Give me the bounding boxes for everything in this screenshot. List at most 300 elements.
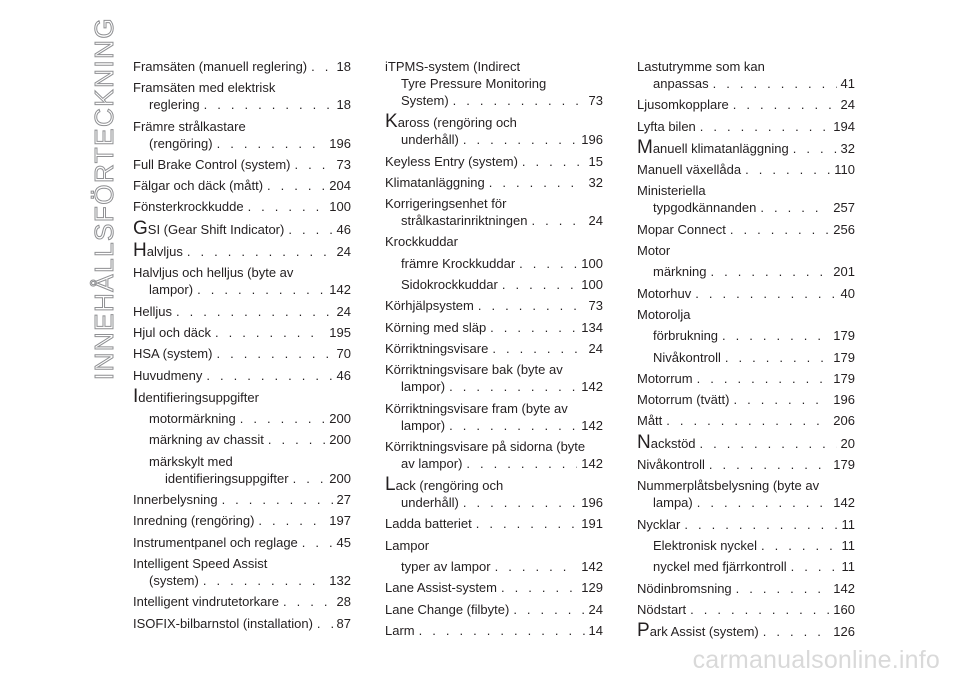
- page-number: 200: [329, 470, 351, 486]
- entry-text: Halvljus och helljus (byte av: [133, 265, 294, 281]
- index-entry: [133, 177, 351, 194]
- page-number: 142: [833, 580, 855, 596]
- entry-text: anpassas: [653, 76, 709, 91]
- index-entry: [133, 303, 351, 320]
- entry-text: anuell klimatanläggning: [652, 140, 789, 156]
- dot-leader: [476, 515, 578, 532]
- dot-leader: [502, 276, 577, 293]
- dot-leader: [522, 153, 585, 170]
- index-entry: [133, 345, 351, 362]
- entry-text: Intelligent Speed Assist: [133, 555, 268, 571]
- section-initial: I: [133, 385, 139, 407]
- entry-text: Lyfta bilen: [637, 118, 696, 134]
- index-subentry: [385, 255, 603, 272]
- index-subentry: [385, 558, 603, 575]
- entry-text: Elektronisk nyckel: [653, 537, 758, 553]
- index-entry: [385, 537, 603, 554]
- page-number: 196: [329, 135, 351, 151]
- dot-leader: [463, 131, 577, 148]
- entry-text: ackstöd: [650, 435, 696, 451]
- dot-leader: [495, 558, 578, 575]
- dot-leader: [197, 281, 325, 298]
- index-entry: [133, 491, 351, 508]
- dot-leader: [217, 135, 326, 152]
- index-column-1: [133, 58, 351, 636]
- index-entry: [133, 367, 351, 384]
- page-number: 14: [588, 622, 603, 638]
- page-number: 45: [336, 534, 351, 550]
- index-entry: [637, 96, 855, 113]
- dot-leader: [700, 435, 837, 452]
- dot-leader: [710, 263, 829, 280]
- page-number: 24: [840, 97, 855, 113]
- page-number: 200: [329, 411, 351, 427]
- page-number: 196: [581, 132, 603, 148]
- page-number: 73: [588, 93, 603, 108]
- dot-leader: [695, 285, 836, 302]
- dot-leader: [709, 456, 829, 473]
- page-number: 32: [588, 174, 603, 190]
- page-number: 24: [588, 601, 603, 617]
- page-number: 28: [336, 594, 351, 610]
- index-entry: [637, 431, 855, 453]
- section-initial: N: [637, 431, 651, 453]
- entry-text: Nödinbromsning: [637, 580, 732, 596]
- section-initial: G: [133, 217, 148, 239]
- page-number: 73: [336, 156, 351, 172]
- dot-leader: [267, 177, 325, 194]
- entry-text: Körning med släp: [385, 319, 487, 335]
- entry-text: Full Brake Control (system): [133, 156, 291, 172]
- dot-leader: [733, 391, 829, 408]
- index-entry: [637, 242, 855, 259]
- index-entry: [637, 412, 855, 429]
- page-number: 142: [581, 455, 603, 471]
- index-entry: [637, 477, 855, 511]
- entry-text: Motorrum: [637, 370, 693, 386]
- entry-text: Ljusomkopplare: [637, 97, 729, 113]
- index-entry: [637, 221, 855, 238]
- entry-text: alvljus: [146, 244, 183, 260]
- page-number: 24: [336, 303, 351, 319]
- entry-text: identifieringsuppgifter: [165, 470, 289, 486]
- dot-leader: [763, 623, 830, 640]
- page-number: 32: [840, 140, 855, 156]
- dot-leader: [206, 367, 332, 384]
- index-entry: [133, 324, 351, 341]
- page-number: 179: [833, 457, 855, 473]
- dot-leader: [453, 92, 585, 109]
- page-number: 24: [336, 244, 351, 260]
- page-number: 195: [329, 324, 351, 340]
- page-number: 256: [833, 221, 855, 237]
- entry-text: lampor): [401, 379, 446, 395]
- entry-text: dentifieringsuppgifter: [138, 389, 259, 405]
- index-entry: [133, 615, 351, 632]
- index-entry: [385, 58, 603, 109]
- side-title: [86, 16, 124, 381]
- entry-text: Nivåkontroll: [653, 349, 721, 365]
- page-number: 142: [581, 559, 603, 575]
- entry-text: Fönsterkrockkudde: [133, 199, 244, 215]
- index-entry: [385, 400, 603, 434]
- index-entry: [637, 182, 855, 216]
- index-entry: [637, 601, 855, 618]
- page-number: 18: [336, 59, 351, 74]
- dot-leader: [288, 221, 332, 238]
- index-entry: [637, 118, 855, 135]
- page-number: 142: [581, 379, 603, 395]
- index-entry: [385, 515, 603, 532]
- page-number: 196: [833, 392, 855, 408]
- page-number: 100: [581, 277, 603, 293]
- index-entry: [385, 233, 603, 250]
- page-number: 18: [336, 97, 351, 113]
- dot-leader: [294, 156, 332, 173]
- index-entry: [133, 264, 351, 298]
- page-number: 70: [336, 346, 351, 362]
- dot-leader: [501, 579, 577, 596]
- entry-text: Helljus: [133, 303, 173, 319]
- index-subentry: [637, 558, 855, 575]
- page-number: 46: [336, 221, 351, 237]
- entry-text: lampor): [401, 417, 446, 433]
- index-entry: [133, 512, 351, 529]
- entry-text: Larm: [385, 622, 415, 638]
- dot-leader: [293, 470, 326, 487]
- entry-text: lampor): [149, 282, 194, 298]
- dot-leader: [697, 494, 830, 511]
- dot-leader: [478, 297, 585, 314]
- dot-leader: [268, 431, 325, 448]
- entry-text: Krockkuddar: [385, 234, 458, 250]
- dot-leader: [730, 221, 829, 238]
- dot-leader: [240, 410, 326, 427]
- entry-text: Nycklar: [637, 516, 681, 532]
- entry-text: Körriktningsvisare på sidorna (byte: [385, 438, 586, 454]
- dot-leader: [216, 345, 332, 362]
- index-entry: [637, 516, 855, 533]
- dot-leader: [745, 161, 830, 178]
- entry-text: Intelligent vindrutetorkare: [133, 594, 279, 610]
- entry-text: (rengöring): [149, 135, 213, 151]
- dot-leader: [733, 96, 837, 113]
- entry-text: (system): [149, 572, 199, 588]
- index-subentry: [133, 431, 351, 448]
- page-number: 15: [588, 153, 603, 169]
- entry-text: underhåll): [401, 132, 459, 148]
- entry-text: Främre strålkastare: [133, 118, 246, 134]
- dot-leader: [761, 537, 837, 554]
- dot-leader: [449, 378, 577, 395]
- index-entry: [133, 58, 351, 75]
- page-number: 110: [834, 162, 855, 178]
- page-number: 179: [833, 370, 855, 386]
- entry-text: Mått: [637, 413, 663, 429]
- entry-heading: [637, 622, 759, 640]
- dot-leader: [449, 417, 577, 434]
- index-subentry: [637, 537, 855, 554]
- entry-text: Motorrum (tvätt): [637, 392, 730, 408]
- index-entry: [133, 385, 351, 407]
- index-subentry: [637, 263, 855, 280]
- entry-text: Körriktningsvisare fram (byte av: [385, 400, 568, 416]
- index-entry: [385, 476, 603, 511]
- index-entry: [133, 217, 351, 239]
- index-entry: [637, 391, 855, 408]
- entry-text: aross (rengöring och: [397, 115, 517, 131]
- page-number: 27: [336, 492, 351, 508]
- index-entry: [385, 361, 603, 395]
- dot-leader: [531, 212, 584, 229]
- dot-leader: [490, 319, 577, 336]
- entry-text: ack (rengöring och: [395, 478, 504, 494]
- index-entry: [133, 156, 351, 173]
- index-entry: [385, 174, 603, 191]
- entry-text: Korrigeringsenhet för: [385, 196, 507, 212]
- index-subentry: [133, 453, 351, 487]
- page-number: 41: [840, 76, 855, 91]
- entry-text: typer av lampor: [401, 559, 491, 575]
- dot-leader: [203, 572, 325, 589]
- index-column-3: [637, 58, 855, 644]
- index-entry: [637, 285, 855, 302]
- index-entry: [385, 622, 603, 639]
- dot-leader: [489, 174, 585, 191]
- entry-text: HSA (system): [133, 346, 213, 362]
- entry-text: Körriktningsvisare bak (byte av: [385, 362, 563, 378]
- entry-text: Fälgar och däck (mått): [133, 178, 264, 194]
- section-initial: P: [637, 620, 650, 642]
- section-initial: H: [133, 240, 147, 262]
- index-entry: [133, 534, 351, 551]
- page-number: 87: [336, 615, 351, 631]
- page-number: 160: [833, 601, 855, 617]
- entry-heading: [385, 113, 603, 131]
- dot-leader: [700, 118, 830, 135]
- page-number: 179: [833, 328, 855, 344]
- entry-text: motormärkning: [149, 411, 236, 427]
- dot-leader: [466, 455, 577, 472]
- page-number: 11: [841, 559, 855, 575]
- side-title-text: INNEHÅLLSFÖRTECKNING: [89, 16, 120, 381]
- entry-text: Körriktningsvisare: [385, 340, 489, 356]
- entry-text: Ladda batteriet: [385, 516, 472, 532]
- entry-text: ark Assist (system): [649, 624, 759, 640]
- index-entry: [133, 79, 351, 113]
- dot-leader: [713, 75, 837, 92]
- entry-text: Lane Assist-system: [385, 580, 497, 596]
- index-entry: [385, 195, 603, 229]
- page-number: 194: [833, 118, 855, 134]
- page-number: 134: [581, 319, 603, 335]
- dot-leader: [684, 516, 837, 533]
- entry-heading: [133, 385, 351, 407]
- entry-text: System): [401, 93, 449, 108]
- entry-text: lampa): [653, 495, 693, 511]
- entry-text: SI (Gear Shift Indicator): [147, 221, 285, 237]
- dot-leader: [204, 96, 333, 113]
- index-entry: [385, 297, 603, 314]
- entry-heading: [133, 242, 183, 260]
- entry-text: märkning: [653, 264, 707, 280]
- entry-heading: [637, 431, 696, 453]
- entry-text: Hjul och däck: [133, 324, 212, 340]
- index-entry: [637, 580, 855, 597]
- section-initial: K: [385, 111, 398, 133]
- page-number: 191: [581, 516, 603, 532]
- index-entry: [133, 242, 351, 260]
- dot-leader: [419, 622, 585, 639]
- dot-leader: [215, 324, 325, 341]
- entry-text: främre Krockkuddar: [401, 255, 516, 271]
- index-subentry: [637, 327, 855, 344]
- index-entry: [385, 438, 603, 472]
- index-subentry: [637, 349, 855, 366]
- dot-leader: [760, 199, 829, 216]
- entry-text: märkskylt med: [149, 453, 233, 469]
- entry-text: förbrukning: [653, 328, 719, 344]
- page-number: 24: [588, 340, 603, 356]
- page-number: 73: [588, 298, 603, 314]
- entry-text: Motorhuv: [637, 285, 692, 301]
- dot-leader: [793, 140, 837, 157]
- entry-text: Framsäten med elektrisk: [133, 80, 276, 96]
- entry-text: typgodkännanden: [653, 200, 757, 216]
- index-entry: [385, 319, 603, 336]
- index-subentry: [133, 410, 351, 427]
- page-number: 200: [329, 432, 351, 448]
- entry-text: nyckel med fjärrkontroll: [653, 559, 787, 575]
- dot-leader: [311, 58, 332, 75]
- dot-leader: [697, 370, 830, 387]
- index-entry: [637, 370, 855, 387]
- entry-text: av lampor): [401, 455, 463, 471]
- entry-text: reglering: [149, 97, 200, 113]
- index-entry: [133, 198, 351, 215]
- entry-text: Nummerplåtsbelysning (byte av: [637, 478, 820, 494]
- page-number: 40: [840, 285, 855, 301]
- dot-leader: [283, 593, 333, 610]
- page-number: 129: [581, 580, 603, 596]
- index-entry: [637, 136, 855, 158]
- index-entry: [637, 622, 855, 640]
- entry-heading: [637, 136, 789, 158]
- dot-leader: [222, 491, 333, 508]
- entry-text: Tyre Pressure Monitoring: [401, 76, 547, 91]
- entry-text: iTPMS-system (Indirect: [385, 59, 521, 74]
- dot-leader: [302, 534, 333, 551]
- index-entry: [385, 579, 603, 596]
- page-number: 257: [833, 200, 855, 216]
- entry-text: Klimatanläggning: [385, 174, 485, 190]
- page-number: 179: [833, 349, 855, 365]
- dot-leader: [519, 255, 577, 272]
- page-number: 11: [841, 537, 855, 553]
- page-number: 204: [329, 178, 351, 194]
- dot-leader: [736, 580, 830, 597]
- page-number: 197: [329, 513, 351, 529]
- entry-text: Lampor: [385, 537, 430, 553]
- entry-text: Motor: [637, 243, 671, 259]
- entry-text: Inredning (rengöring): [133, 513, 255, 529]
- dot-leader: [666, 412, 829, 429]
- dot-leader: [513, 601, 584, 618]
- entry-text: Instrumentpanel och reglage: [133, 534, 298, 550]
- index-subentry: [385, 276, 603, 293]
- page-number: 206: [833, 413, 855, 429]
- entry-text: Mopar Connect: [637, 221, 726, 237]
- entry-heading: [133, 217, 285, 239]
- dot-leader: [492, 340, 584, 357]
- dot-leader: [690, 601, 829, 618]
- watermark: carmanualsonline.info: [692, 646, 940, 674]
- dot-leader: [722, 327, 829, 344]
- index-entry: [637, 306, 855, 323]
- index-entry: [133, 555, 351, 589]
- index-entry: [385, 153, 603, 170]
- section-initial: M: [637, 136, 653, 158]
- page-number: 142: [833, 495, 855, 511]
- index-entry: [133, 593, 351, 610]
- dot-leader: [187, 243, 333, 260]
- dot-leader: [258, 512, 325, 529]
- entry-text: Sidokrockkuddar: [401, 277, 498, 293]
- page-number: 24: [588, 213, 603, 229]
- page-number: 132: [329, 572, 351, 588]
- dot-leader: [176, 303, 333, 320]
- entry-heading: [385, 476, 603, 494]
- section-initial: L: [385, 474, 396, 496]
- dot-leader: [725, 349, 829, 366]
- index-entry: [637, 161, 855, 178]
- entry-text: Nödstart: [637, 601, 687, 617]
- index-entry: [133, 118, 351, 152]
- entry-text: Ministeriella: [637, 183, 706, 199]
- page-number: 20: [840, 435, 855, 451]
- page-number: 196: [581, 495, 603, 511]
- dot-leader: [317, 615, 333, 632]
- entry-text: märkning av chassit: [149, 432, 264, 448]
- entry-text: Körhjälpsystem: [385, 298, 474, 314]
- entry-text: Manuell växellåda: [637, 162, 742, 178]
- entry-text: Framsäten (manuell reglering): [133, 59, 308, 74]
- page-number: 11: [841, 516, 855, 532]
- page-number: 126: [833, 624, 855, 640]
- index-entry: [385, 601, 603, 618]
- entry-text: Keyless Entry (system): [385, 153, 518, 169]
- page-number: 100: [581, 255, 603, 271]
- dot-leader: [248, 198, 326, 215]
- entry-text: underhåll): [401, 495, 459, 511]
- index-entry: [385, 113, 603, 148]
- entry-text: strålkastarinriktningen: [401, 213, 528, 229]
- entry-text: Lastutrymme som kan: [637, 59, 765, 74]
- page-number: 142: [329, 282, 351, 298]
- dot-leader: [791, 558, 838, 575]
- page-number: 201: [833, 264, 855, 280]
- page-number: 100: [329, 199, 351, 215]
- index-entry: [637, 58, 855, 92]
- entry-text: Nivåkontroll: [637, 457, 705, 473]
- entry-text: Lane Change (filbyte): [385, 601, 510, 617]
- entry-text: Innerbelysning: [133, 492, 218, 508]
- entry-text: Motorolja: [637, 306, 691, 322]
- entry-text: ISOFIX-bilbarnstol (installation): [133, 615, 313, 631]
- page-number: 142: [581, 417, 603, 433]
- dot-leader: [463, 494, 577, 511]
- index-entry: [637, 456, 855, 473]
